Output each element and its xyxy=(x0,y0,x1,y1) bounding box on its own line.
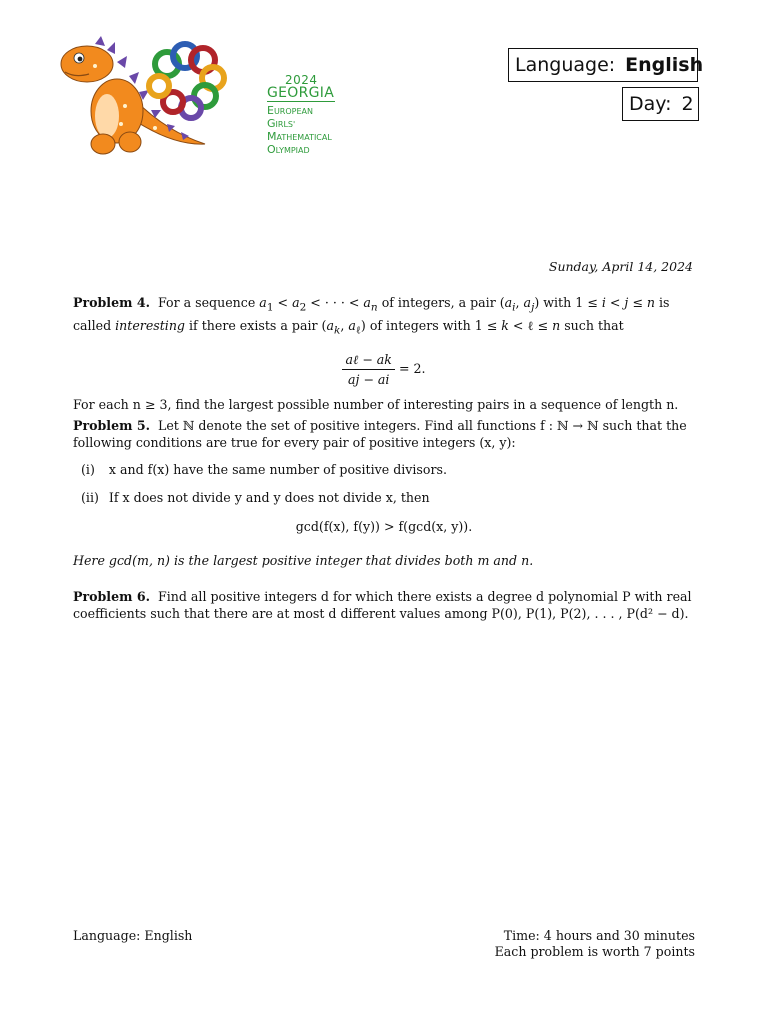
logo-year: 2024 xyxy=(285,73,318,87)
logo-acronym: EUROPEAN GIRLS' MATHEMATICAL OLYMPIAD xyxy=(267,104,332,156)
fraction-denominator: aj − ai xyxy=(347,372,390,388)
condition-i-text: x and f(x) have the same number of positive divisors. xyxy=(108,462,447,477)
language-value: English xyxy=(625,54,704,76)
condition-ii-label: (ii) xyxy=(81,490,99,505)
problem-5-note: Here gcd(m, n) is the largest positive integer that divides both m and n. xyxy=(73,553,534,568)
problem-5-line-1: Problem 5. Let ℕ denote the set of positive integers. Find all functions f : ℕ → ℕ such that the xyxy=(73,418,687,433)
equation-rhs: = 2. xyxy=(398,361,426,377)
footer-info xyxy=(495,928,695,960)
problem-4-line-2: called interesting if there exists a pair ($a_k$, $a_\ell$) of integers with 1 ≤ k < ℓ ≤ n such that xyxy=(73,317,624,337)
problem-5-inequality: gcd(f(x), f(y)) > f(gcd(x, y)). xyxy=(295,519,473,534)
condition-i-label: (i) xyxy=(81,462,95,477)
condition-ii-text: If x does not divide y and y does not divide x, then xyxy=(108,490,430,505)
problem-5-condition-ii xyxy=(81,489,430,506)
footer-time: Time: 4 hours and 30 minutes xyxy=(503,928,695,943)
problem-5-title: Problem 5. xyxy=(73,418,150,433)
exam-date: Sunday, April 14, 2024 xyxy=(548,259,693,274)
problem-5-condition-i xyxy=(81,461,447,478)
footer-language: Language: English xyxy=(73,928,193,943)
footer-points: Each problem is worth 7 points xyxy=(494,944,695,959)
fraction-numerator: aℓ − ak xyxy=(342,351,394,370)
dinosaur-mascot-icon xyxy=(55,36,270,160)
equation-fraction xyxy=(342,351,394,388)
problem-6 xyxy=(73,588,695,622)
problem-5 xyxy=(73,417,695,451)
day-box xyxy=(622,87,699,121)
logo-country: GEORGIA xyxy=(267,85,335,101)
day-value: 2 xyxy=(681,93,694,115)
problem-4 xyxy=(73,294,695,413)
problem-4-question: For each n ≥ 3, find the largest possible number of interesting pairs in a sequence of length n. xyxy=(73,397,679,413)
language-label: Language: xyxy=(515,54,616,76)
problem-6-line-2: coefficients such that there are at most d different values among P(0), P(1), P(2), . . . , P(d² − d). xyxy=(73,606,689,621)
problem-4-title: Problem 4. xyxy=(73,295,150,310)
problem-5-line-2: following conditions are true for every pair of positive integers (x, y): xyxy=(73,435,516,450)
language-box xyxy=(508,48,704,82)
problem-6-title: Problem 6. xyxy=(73,589,150,604)
day-label: Day: xyxy=(629,93,672,115)
problem-4-line-1: Problem 4. For a sequence $a_1 < a_2$ < · · · < $a_n$ of integers, a pair ($a_i$, $a_j$) with 1 ≤ i < j ≤ n is xyxy=(73,295,670,314)
egmo-logo xyxy=(55,36,335,160)
problem-4-equation xyxy=(73,351,695,388)
problem-6-line-1: Problem 6. Find all positive integers d for which there exists a degree d polynomial P with real xyxy=(73,589,692,604)
